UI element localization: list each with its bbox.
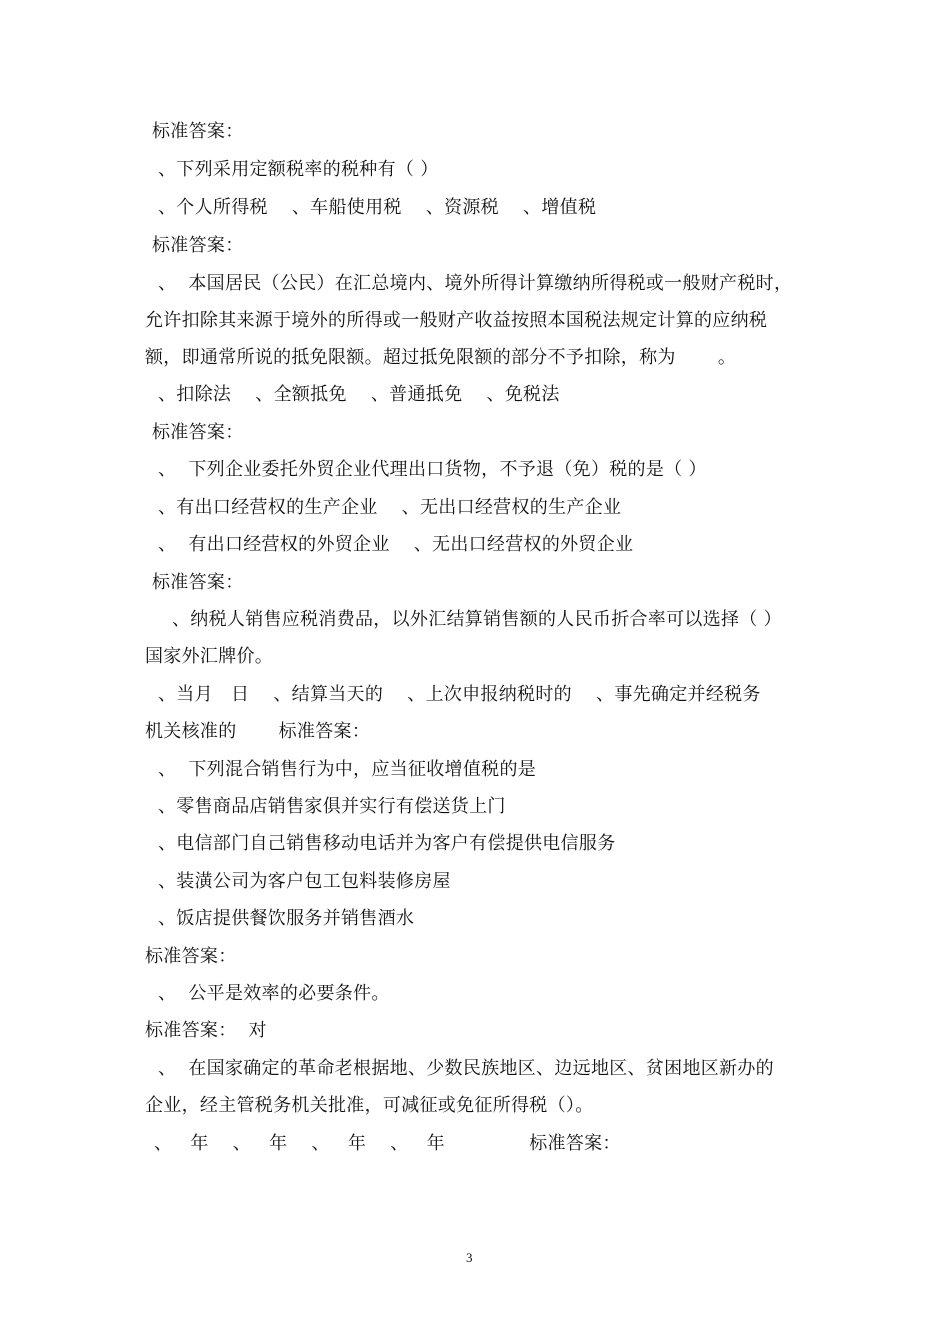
- text-line: 、 在国家确定的革命老根据地、少数民族地区、边远地区、贫困地区新办的: [158, 1058, 774, 1079]
- text-line: 、装潢公司为客户包工包料装修房屋: [158, 871, 451, 892]
- text-line: 、 公平是效率的必要条件。: [158, 983, 390, 1004]
- text-line: 、 下列混合销售行为中，应当征收增值税的是: [158, 759, 537, 780]
- text-line: 、 下列企业委托外贸企业代理出口货物，不予退（免）税的是（ ）: [158, 459, 707, 480]
- text-line: 标准答案：: [152, 121, 244, 142]
- text-line: 、扣除法 、全额抵免 、普通抵免 、免税法: [158, 384, 560, 405]
- text-line: 、有出口经营权的生产企业 、无出口经营权的生产企业: [158, 497, 622, 518]
- text-line: 国家外汇牌价。: [145, 646, 274, 667]
- text-line: 标准答案：: [152, 235, 244, 256]
- text-line: 标准答案：: [152, 422, 244, 443]
- text-line: 、 年 、 年 、 年 、 年 标准答案：: [154, 1133, 621, 1154]
- text-line: 企业，经主管税务机关批准，可减征或免征所得税（）。: [145, 1095, 594, 1116]
- text-line: 机关核准的 标准答案：: [145, 721, 371, 742]
- text-line: 标准答案： 对: [145, 1020, 267, 1041]
- text-line: 标准答案：: [145, 946, 237, 967]
- text-line: 额，即通常所说的抵免限额。超过抵免限额的部分不予扣除，称为 。: [145, 347, 737, 368]
- page-number: 3: [466, 1250, 473, 1265]
- text-line: 、饭店提供餐饮服务并销售酒水: [158, 908, 415, 929]
- text-line: 、零售商品店销售家俱并实行有偿送货上门: [158, 796, 506, 817]
- text-line: 、 本国居民（公民）在汇总境内、境外所得计算缴纳所得税或一般财产税时，: [158, 273, 793, 294]
- text-line: 、纳税人销售应税消费品，以外汇结算销售额的人民币折合率可以选择（ ）: [172, 609, 782, 630]
- text-line: 、电信部门自己销售移动电话并为客户有偿提供电信服务: [158, 833, 616, 854]
- text-line: 、当月 日 、结算当天的 、上次申报纳税时的 、事先确定并经税务: [158, 684, 761, 705]
- text-line: 标准答案：: [152, 572, 244, 593]
- text-line: 允许扣除其来源于境外的所得或一般财产收益按照本国税法规定计算的应纳税: [145, 310, 768, 331]
- text-line: 、个人所得税 、车船使用税 、资源税 、增值税: [158, 197, 597, 218]
- text-line: 、下列采用定额税率的税种有（ ）: [158, 159, 439, 180]
- text-line: 、 有出口经营权的外贸企业 、无出口经营权的外贸企业: [158, 534, 634, 555]
